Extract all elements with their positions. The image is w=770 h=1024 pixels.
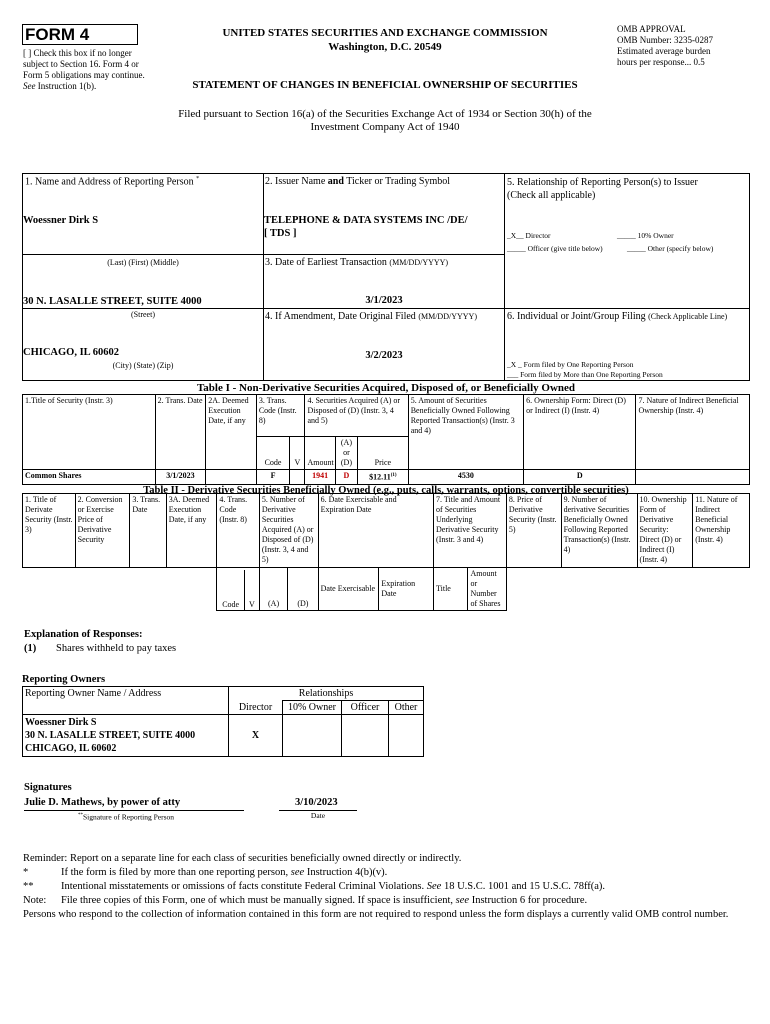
- t1-cell-amount: 1941: [305, 470, 335, 485]
- t2-sub-d: (D): [288, 568, 318, 611]
- t2-sub-a: (A): [259, 568, 287, 611]
- table2-title: Table II - Derivative Securities Beneficially Owned (e.g., puts, calls, warrants, options, convertible securities): [143, 485, 629, 496]
- persons-text: Persons who respond to the collection of information contained in this form are not required to respond unless the form displays a currently valid OMB control number.: [23, 909, 729, 920]
- t2-h-underlying: 7. Title and Amount of Securities Underlying Derivative Security (Instr. 3 and 4): [434, 494, 507, 568]
- owner-other-mark: [389, 715, 424, 757]
- owner-officer-mark: [342, 715, 389, 757]
- box5-label: 5. Relationship of Reporting Person(s) to Issuer (Check all applicable): [507, 177, 698, 201]
- signature-date: 3/10/2023: [295, 797, 338, 808]
- t1-sub-amount: Amount: [305, 437, 335, 470]
- t1-sub-code: Code: [256, 437, 289, 470]
- owners-col-ten: 10% Owner: [283, 701, 342, 715]
- issuer-name: TELEPHONE & DATA SYSTEMS INC /DE/: [264, 215, 468, 226]
- t2-sub-amount: Amount or Number of Shares: [468, 568, 506, 611]
- t2-h-date: 3. Trans. Date: [130, 494, 166, 568]
- t2-sub-title: Title: [434, 568, 468, 611]
- t1-h-ownership-form: 6. Ownership Form: Direct (D) or Indirect (I) (Instr. 4): [524, 395, 636, 470]
- t1-h-amount-owned: 5. Amount of Securities Beneficially Owned Following Reported Transaction(s) (Instr. 3 and 4): [408, 395, 523, 470]
- t2-sub-exp: Expiration Date: [379, 568, 434, 611]
- t2-h-deemed: 3A. Deemed Execution Date, if any: [166, 494, 217, 568]
- table2: [22, 493, 750, 611]
- t1-h-title: 1.Title of Security (Instr. 3): [23, 395, 156, 470]
- box6-label: 6. Individual or Joint/Group Filing (Check Applicable Line): [507, 311, 728, 322]
- owner-director-mark: X: [229, 715, 283, 757]
- t1-h-deemed: 2A. Deemed Execution Date, if any: [206, 395, 257, 470]
- box2-label: 2. Issuer Name and Ticker or Trading Symbol: [265, 176, 451, 187]
- t1-cell-nature: [636, 470, 750, 485]
- director-checkbox[interactable]: _X__ Director: [507, 231, 551, 240]
- reporting-person-street: 30 N. LASALLE STREET, SUITE 4000: [23, 296, 202, 307]
- amendment-date: 3/2/2023: [365, 350, 403, 361]
- owners-heading: Reporting Owners: [22, 674, 106, 685]
- signature-label: **Signature of Reporting Person: [78, 812, 175, 822]
- t1-cell-code: F: [256, 470, 289, 485]
- t2-spacer: [23, 568, 217, 611]
- omb-box: OMB APPROVAL OMB Number: 3235-0287 Estimated average burden hours per response... 0.5: [617, 24, 713, 67]
- box4-label: 4. If Amendment, Date Original Filed (MM/DD/YYYY): [265, 311, 477, 322]
- earliest-transaction-date: 3/1/2023: [365, 295, 403, 306]
- t1-cell-owned: 4530: [408, 470, 523, 485]
- agency-location: Washington, D.C. 20549: [328, 41, 442, 53]
- t1-cell-deemed: [206, 470, 257, 485]
- signatures-heading: Signatures: [24, 782, 72, 793]
- form-title: FORM 4: [25, 25, 90, 44]
- t2-h-code: 4. Trans. Code (Instr. 8): [217, 494, 260, 568]
- issuer-ticker: [ TDS ]: [264, 228, 297, 239]
- t1-sub-price: Price: [358, 437, 409, 470]
- box3-label: 3. Date of Earliest Transaction (MM/DD/YYYY): [265, 257, 449, 268]
- filed-pursuant: Filed pursuant to Section 16(a) of the Securities Exchange Act of 1934 or Section 30(h) of the Investment Company Act of 1940: [178, 108, 592, 133]
- t2-sub-v: V: [244, 570, 259, 610]
- owners-col-director: Director: [229, 701, 283, 715]
- other-checkbox[interactable]: _____ Other (specify below): [627, 244, 714, 253]
- t2-h-nature: 11. Nature of Indirect Beneficial Ownership (Instr. 4): [693, 494, 750, 568]
- t2-spacer-right: [506, 568, 749, 611]
- t2-sub-code-v: [217, 568, 260, 611]
- t1-sub-aord: (A) or (D): [335, 437, 357, 470]
- t1-h-securities: 4. Securities Acquired (A) or Disposed of (D) (Instr. 3, 4 and 5): [305, 395, 408, 437]
- t1-h-date: 2. Trans. Date: [155, 395, 206, 470]
- t1-h-nature: 7. Nature of Indirect Beneficial Ownership (Instr. 4): [636, 395, 750, 470]
- table1-title: Table I - Non-Derivative Securities Acquired, Disposed of, or Beneficially Owned: [196, 382, 576, 394]
- t2-h-conversion: 2. Conversion or Exercise Price of Derivative Security: [75, 494, 130, 568]
- t2-h-title: 1. Title of Derivate Security (Instr. 3): [23, 494, 76, 568]
- owners-table: [22, 686, 424, 757]
- one-person-checkbox[interactable]: _X _ Form filed by One Reporting Person: [507, 360, 634, 369]
- t1-cell-title: Common Shares: [23, 470, 156, 485]
- statement-title: STATEMENT OF CHANGES IN BENEFICIAL OWNERSHIP OF SECURITIES: [192, 79, 578, 91]
- reporting-person-name: Woessner Dirk S: [23, 215, 99, 226]
- t2-h-ownership-form: 10. Ownership Form of Derivative Security: Direct (D) or Indirect (I) (Instr. 4): [637, 494, 693, 568]
- t1-cell-aord: D: [335, 470, 357, 485]
- owner-ten-mark: [283, 715, 342, 757]
- ten-percent-checkbox[interactable]: _____ 10% Owner: [617, 231, 674, 240]
- t2-h-price: 8. Price of Derivative Security (Instr. 5): [506, 494, 561, 568]
- more-person-checkbox[interactable]: ___ Form filed by More than One Reporting Person: [507, 370, 663, 379]
- t1-cell-date: 3/1/2023: [155, 470, 206, 485]
- footer-notes: Reminder: Report on a separate line for each class of securities beneficially owned directly or indirectly. * If the form is filed by more than one reporting person, see Instruction 4(b)(v). ** Intentional misstatements or omissions of facts constitute Federal Criminal Violations. See 18 U.S.C. 1001 and 15 U.S.C. 78ff(a). Note: File three copies of this Form, one of which must be manually signed. If space is insufficient, see Instruction 6 for procedure. Persons who respond to the collection of information contained in this form are not required to respond unless the form displays a currently valid OMB control number.: [23, 852, 753, 922]
- t1-h-code: 3. Trans. Code (Instr. 8): [256, 395, 305, 437]
- owners-col-officer: Officer: [342, 701, 389, 715]
- reminder-text: Reminder: Report on a separate line for each class of securities beneficially owned directly or indirectly.: [23, 853, 462, 864]
- table-row: [23, 470, 750, 485]
- form-title-box: [22, 24, 138, 45]
- t2-sub-code: Code: [222, 600, 240, 609]
- owners-col-name: Reporting Owner Name / Address: [23, 687, 229, 715]
- check-box-note: [ ] Check this box if no longer subject to Section 16. Form 4 or Form 5 obligations may continue. See Instruction 1(b).: [23, 48, 145, 91]
- owners-col-other: Other: [389, 701, 424, 715]
- t1-sub-v: V: [290, 437, 305, 470]
- name-parts-label: (Last) (First) (Middle): [107, 258, 179, 267]
- t1-cell-price: $12.11$^{(1)}$: [358, 470, 409, 485]
- street-label: (Street): [131, 310, 155, 319]
- t1-cell-v: [290, 470, 305, 485]
- t2-sub-date-ex: Date Exercisable: [318, 568, 379, 611]
- owners-col-rel: Relationships: [229, 687, 424, 701]
- city-label: (City) (State) (Zip): [112, 361, 174, 370]
- explanation-heading: Explanation of Responses:: [24, 629, 143, 640]
- t1-cell-form: D: [524, 470, 636, 485]
- t2-h-owned: 9. Number of derivative Securities Beneficially Owned Following Reported Transaction(s) (Instr. 4): [561, 494, 637, 568]
- owner-address: Woessner Dirk S 30 N. LASALLE STREET, SUITE 4000 CHICAGO, IL 60602: [23, 715, 229, 757]
- table-row: [23, 715, 424, 757]
- agency-name: UNITED STATES SECURITIES AND EXCHANGE COMMISSION: [222, 27, 548, 39]
- t2-h-number: 5. Number of Derivative Securities Acquired (A) or Disposed of (D) (Instr. 3, 4 and 5): [259, 494, 318, 568]
- reporting-person-city: CHICAGO, IL 60602: [23, 347, 119, 358]
- explanation-text: Shares withheld to pay taxes: [56, 643, 177, 654]
- date-label: Date: [310, 811, 326, 820]
- signer-name: Julie D. Mathews, by power of atty: [24, 797, 181, 808]
- box1-label: 1. Name and Address of Reporting Person *: [25, 176, 200, 188]
- t2-h-exercisable: 6. Date Exercisable and Expiration Date: [318, 494, 433, 568]
- explanation-num: (1): [24, 643, 37, 654]
- officer-checkbox[interactable]: _____ Officer (give title below): [507, 244, 603, 253]
- table1: [22, 394, 750, 485]
